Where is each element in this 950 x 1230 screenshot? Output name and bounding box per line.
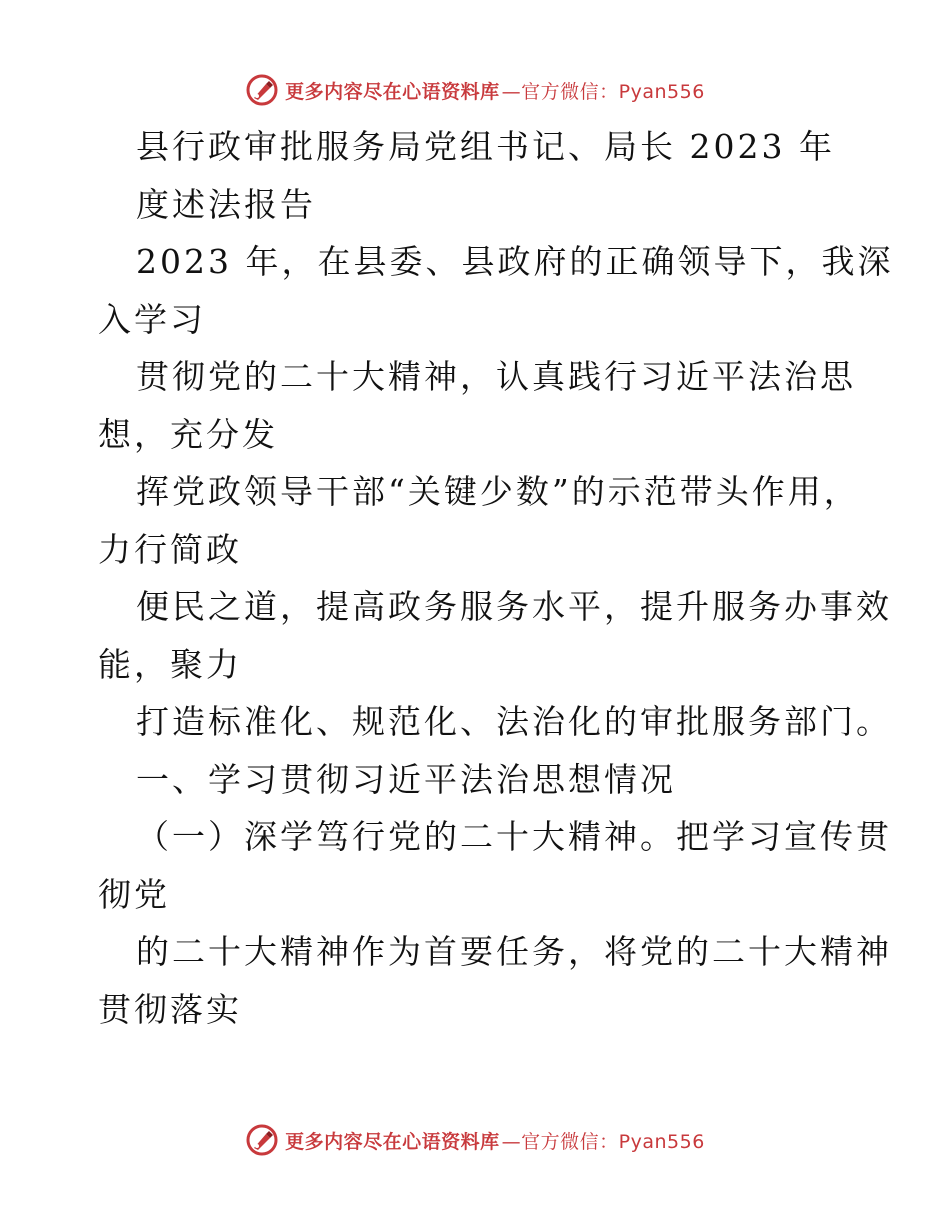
text-line: 2023 年，在县委、县政府的正确领导下，我深	[136, 242, 894, 281]
text-line: 想，充分发	[98, 414, 278, 454]
text-line: 贯彻落实	[98, 989, 242, 1029]
pen-logo-icon	[245, 73, 279, 107]
title-line-1: 县行政审批服务局党组书记、局长 2023 年	[136, 127, 835, 166]
text-line: 挥党政领导干部“关键少数”的示范带头作用，	[136, 472, 860, 511]
text-line: 的二十大精神作为首要任务，将党的二十大精神	[136, 932, 892, 971]
text-line: 能，聚力	[98, 644, 242, 684]
footer-watermark	[0, 1120, 950, 1160]
watermark-main-text: 更多内容尽在心语资料库	[285, 80, 500, 103]
title-line-2: 度述法报告	[136, 184, 316, 224]
watermark-contact-text: —官方微信：Pyan556	[501, 80, 705, 103]
text-line: 打造标准化、规范化、法治化的审批服务部门。	[136, 702, 892, 741]
text-line: 入学习	[98, 299, 206, 339]
document-body	[98, 118, 894, 1038]
watermark-main-text: 更多内容尽在心语资料库	[285, 1130, 500, 1153]
subsection-heading: （一）深学笃行党的二十大精神。把学习宣传贯	[136, 817, 892, 856]
text-line: 彻党	[98, 874, 170, 914]
watermark-contact-text: —官方微信：Pyan556	[501, 1130, 705, 1153]
text-line: 便民之道，提高政务服务水平，提升服务办事效	[136, 587, 892, 626]
text-line: 贯彻党的二十大精神，认真践行习近平法治思	[136, 357, 856, 396]
section-heading: 一、学习贯彻习近平法治思想情况	[136, 759, 676, 799]
header-watermark	[0, 70, 950, 110]
pen-logo-icon	[245, 1123, 279, 1157]
text-line: 力行简政	[98, 529, 242, 569]
